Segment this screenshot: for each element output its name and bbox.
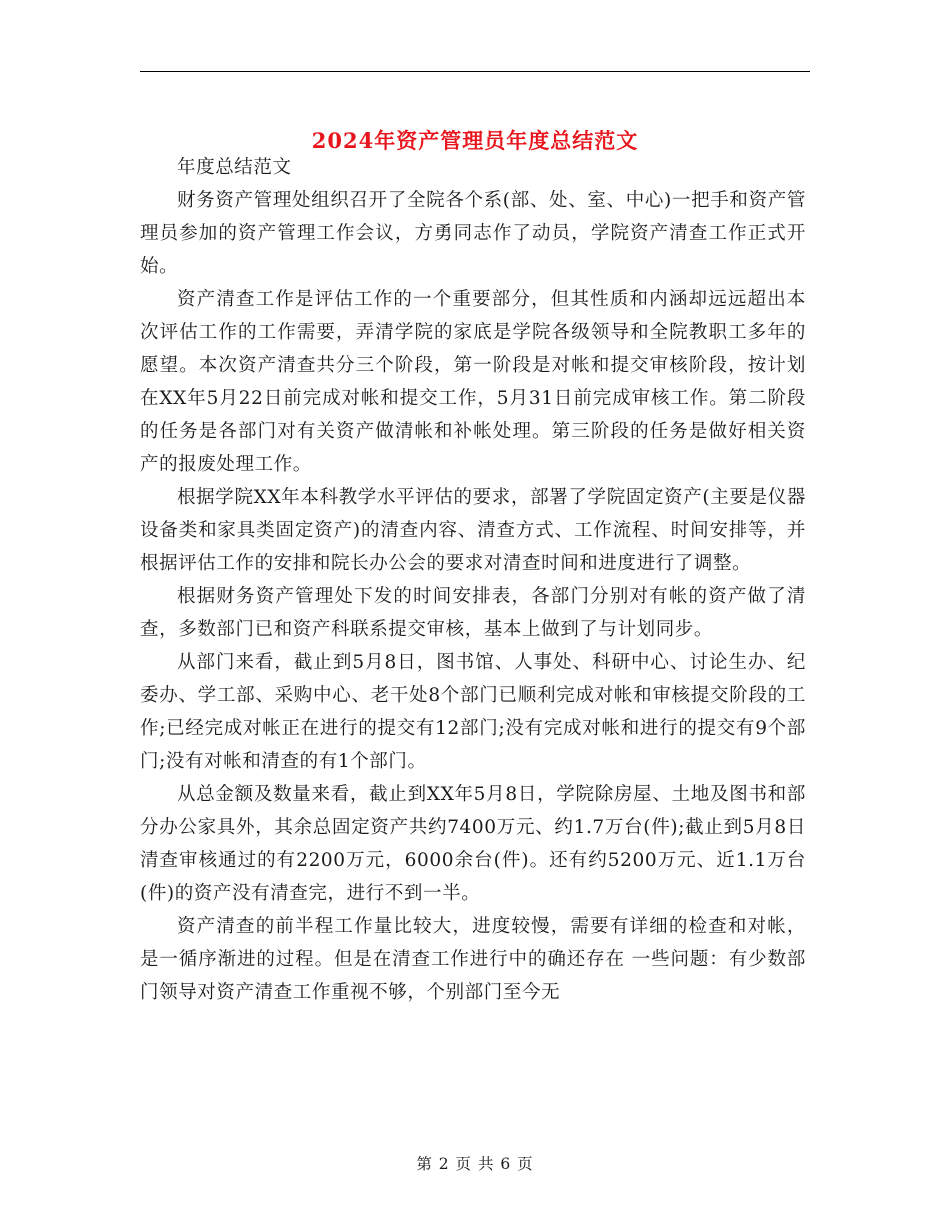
document-title: 2024年资产管理员年度总结范文 [311,128,639,154]
paragraph: 根据财务资产管理处下发的时间安排表，各部门分别对有帐的资产做了清查，多数部门已和资产科联系提交审核，基本上做到了与计划同步。 [140,586,806,640]
paragraph: 根据学院XX年本科教学水平评估的要求，部署了学院固定资产(主要是仪器设备类和家具类固定资产)的清查内容、清查方式、工作流程、时间安排等，并根据评估工作的安排和院长办公会的要求对清查时间和进度进行了调整。 [140,487,806,574]
page-number: 第 2 页 共 6 页 [416,1155,534,1173]
paragraph-subtitle: 年度总结范文 [177,157,292,178]
document-body [140,151,806,1009]
paragraph: 从部门来看，截止到5月8日，图书馆、人事处、科研中心、讨论生办、纪委办、学工部、采购中心、老干处8个部门已顺利完成对帐和审核提交阶段的工作;已经完成对帐正在进行的提交有12部门;没有完成对帐和进行的提交有9个部门;没有对帐和清查的有1个部门。 [140,652,806,772]
paragraph: 从总金额及数量来看，截止到XX年5月8日，学院除房屋、土地及图书和部分办公家具外，其余总固定资产共约7400万元、约1.7万台(件);截止到5月8日清查审核通过的有2200万元，6000余台(件)。还有约5200万元、近1.1万台(件)的资产没有清查完，进行不到一半。 [140,784,806,904]
header-rule [140,71,810,72]
paragraph: 财务资产管理处组织召开了全院各个系(部、处、室、中心)一把手和资产管理员参加的资产管理工作会议，方勇同志作了动员，学院资产清查工作正式开始。 [140,190,806,277]
paragraph: 资产清查的前半程工作量比较大，进度较慢，需要有详细的检查和对帐，是一循序渐进的过程。但是在清查工作进行中的确还存在 一些问题：有少数部门领导对资产清查工作重视不够，个别部门至今无 [140,916,806,1003]
paragraph: 资产清查工作是评估工作的一个重要部分，但其性质和内涵却远远超出本次评估工作的工作需要，弄清学院的家底是学院各级领导和全院教职工多年的愿望。本次资产清查共分三个阶段，第一阶段是对帐和提交审核阶段，按计划在XX年5月22日前完成对帐和提交工作，5月31日前完成审核工作。第二阶段的任务是各部门对有关资产做清帐和补帐处理。第三阶段的任务是做好相关资产的报废处理工作。 [140,289,806,475]
